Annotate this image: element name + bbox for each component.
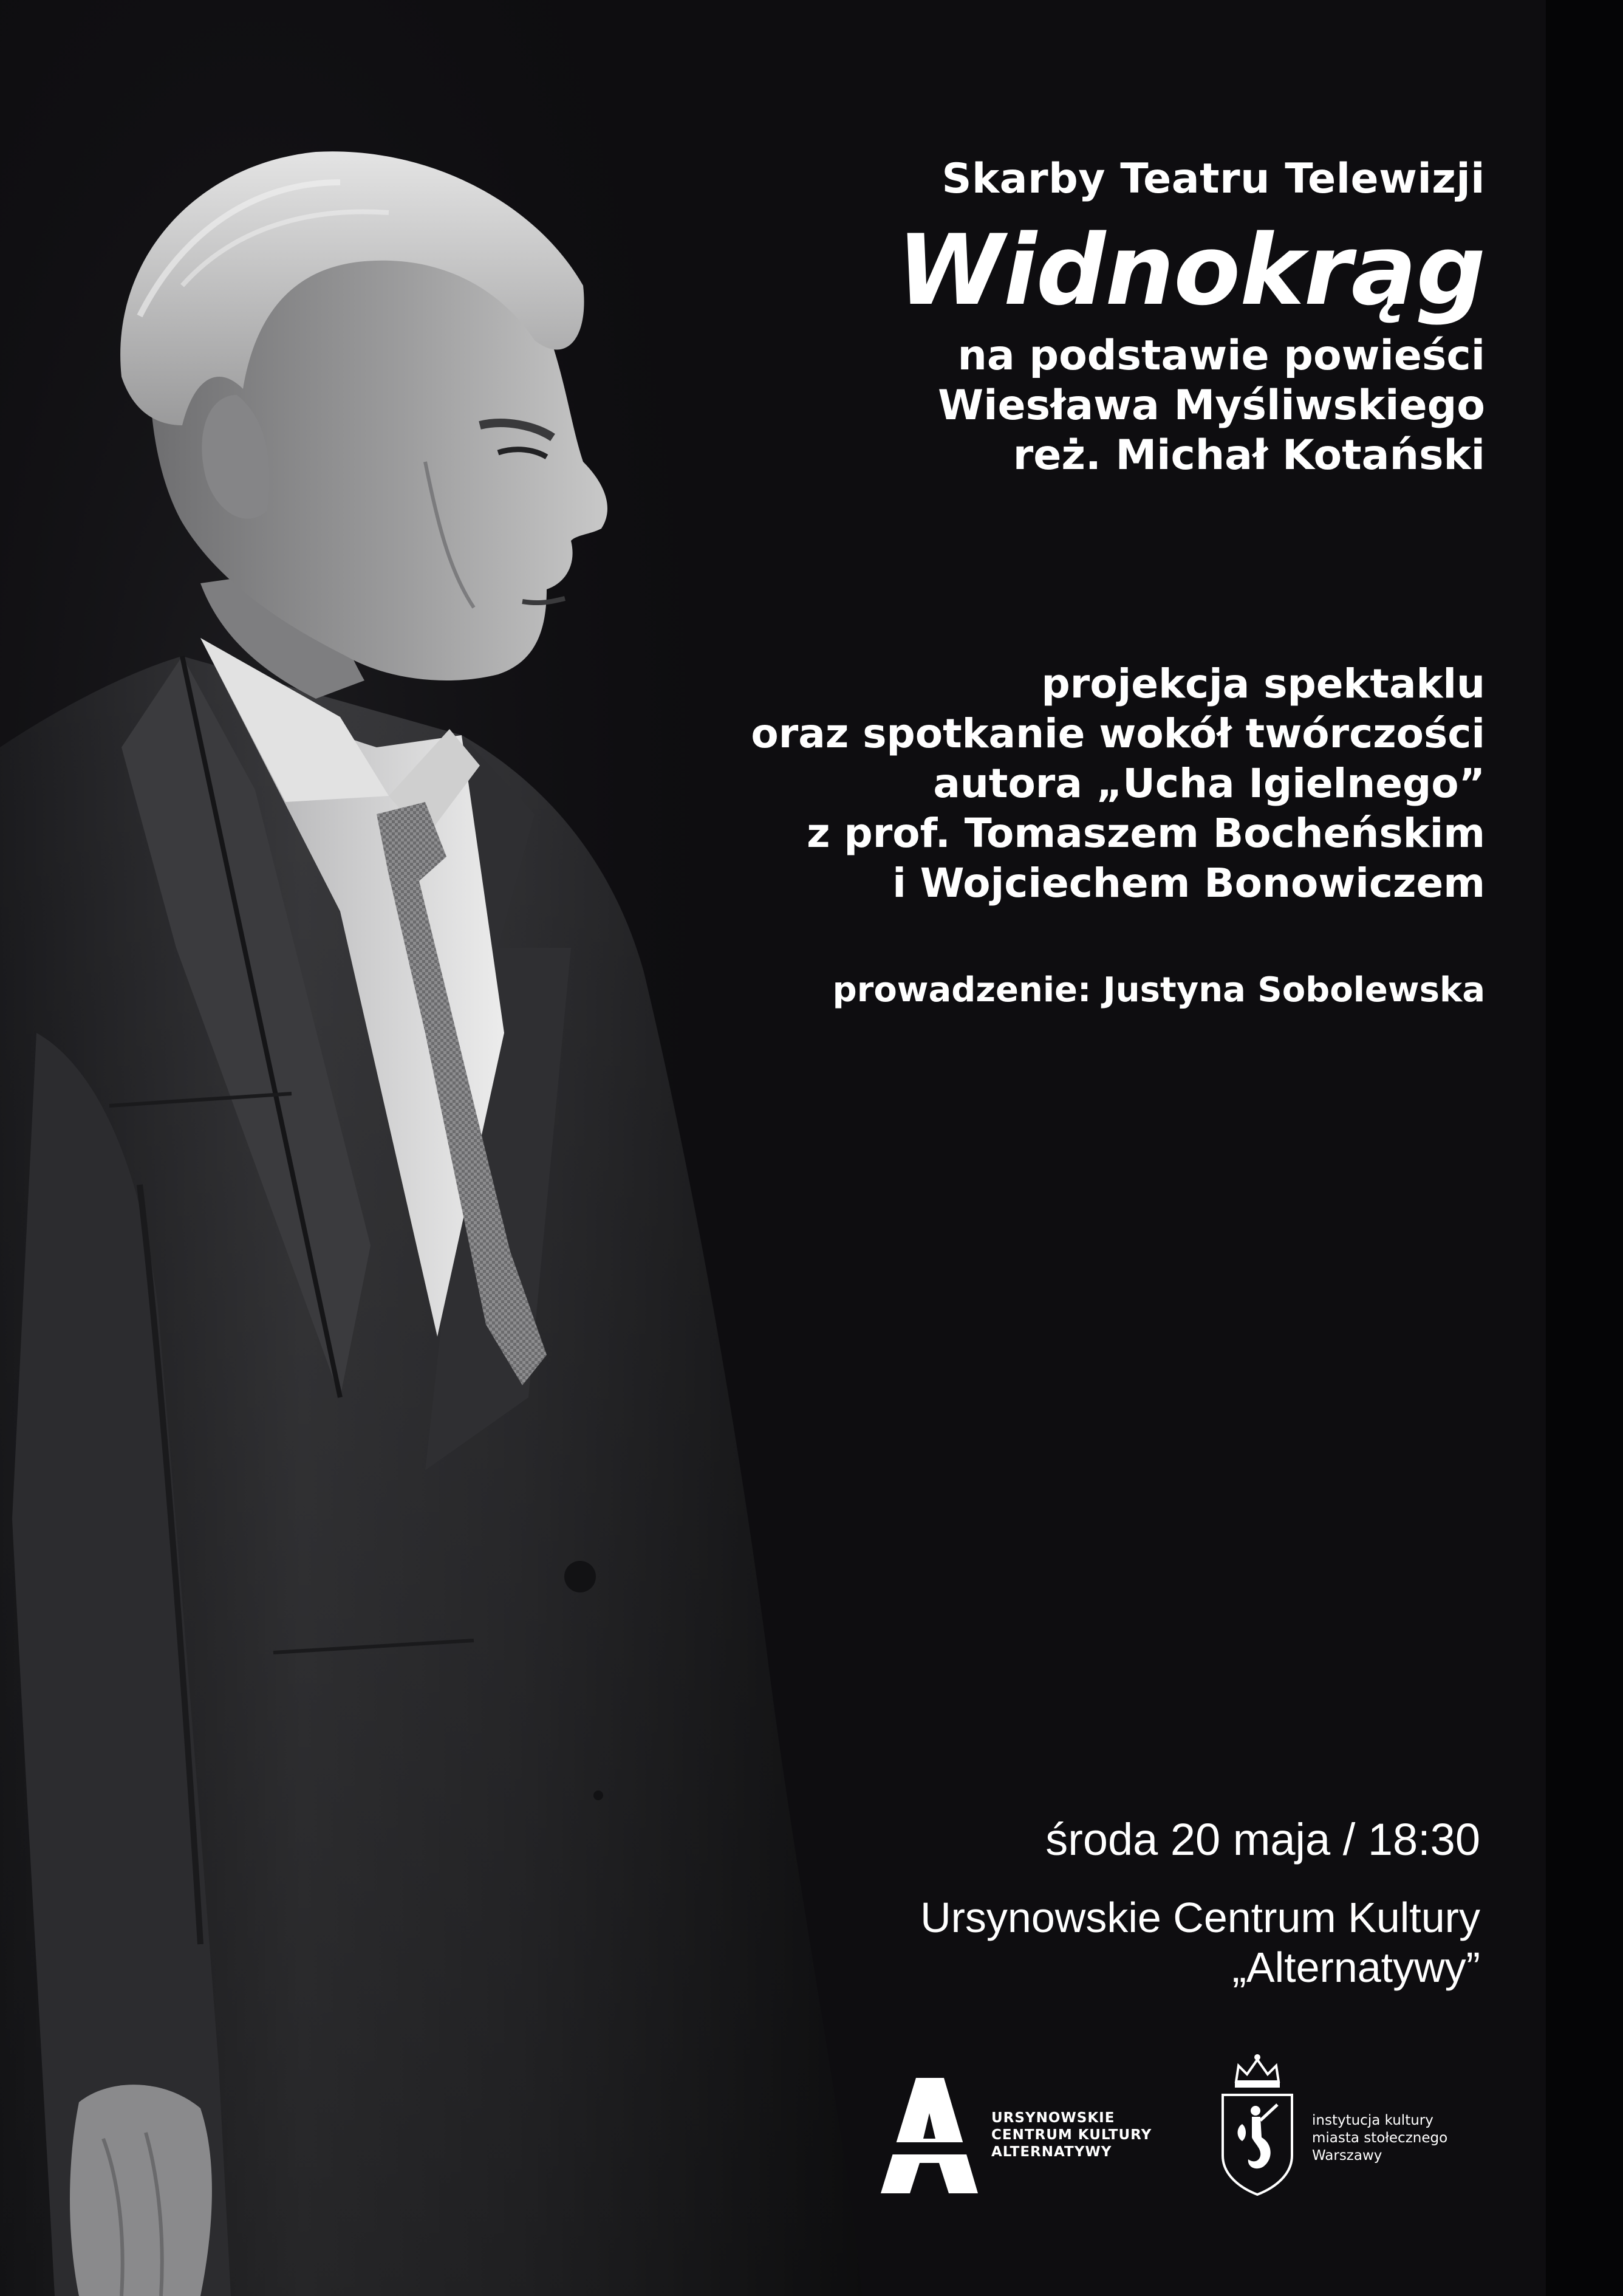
warsaw-logo-line: instytucja kultury xyxy=(1312,2113,1433,2128)
warsaw-logo-text xyxy=(1312,2112,1447,2165)
host-line xyxy=(833,969,1485,1012)
series-title-text: Skarby Teatru Telewizji xyxy=(941,155,1485,203)
warsaw-logo xyxy=(1218,2052,1473,2198)
ucka-logo xyxy=(881,2078,1178,2193)
description-line: autora „Ucha Igielnego” xyxy=(933,760,1485,807)
host-text: prowadzenie: Justyna Sobolewska xyxy=(832,970,1485,1010)
series-title xyxy=(941,155,1485,204)
event-date-time xyxy=(1045,1814,1480,1866)
venue-line: Ursynowskie Centrum Kultury xyxy=(920,1894,1480,1941)
warsaw-logo-line: Warszawy xyxy=(1312,2148,1382,2164)
dark-edge-strip xyxy=(1546,0,1623,2296)
description-line: i Wojciechem Bonowiczem xyxy=(892,860,1485,906)
ucka-logo-text xyxy=(991,2109,1152,2161)
event-venue xyxy=(920,1893,1480,1992)
warsaw-mermaid-crest-icon xyxy=(1218,2052,1297,2198)
play-credits xyxy=(938,331,1485,481)
play-title-text: Widnokrąg xyxy=(897,213,1485,327)
credits-line: reż. Michał Kotański xyxy=(1013,431,1485,479)
ucka-logo-line: CENTRUM KULTURY xyxy=(991,2127,1152,2143)
event-description xyxy=(751,659,1485,908)
description-line: oraz spotkanie wokół twórczości xyxy=(751,710,1485,757)
play-title xyxy=(897,213,1486,327)
date-time-text: środa 20 maja / 18:30 xyxy=(1045,1814,1480,1865)
venue-line: „Alternatywy” xyxy=(1232,1944,1480,1991)
description-line: projekcja spektaklu xyxy=(1041,660,1485,707)
description-line: z prof. Tomaszem Bocheńskim xyxy=(807,810,1485,857)
ucka-logo-line: ALTERNATYWY xyxy=(991,2144,1112,2160)
credits-line: na podstawie powieści xyxy=(957,332,1485,380)
credits-line: Wiesława Myśliwskiego xyxy=(938,382,1485,430)
ucka-logo-line: URSYNOWSKIE xyxy=(991,2110,1115,2126)
warsaw-logo-line: miasta stołecznego xyxy=(1312,2130,1448,2146)
letter-a-logo-icon xyxy=(881,2078,978,2193)
